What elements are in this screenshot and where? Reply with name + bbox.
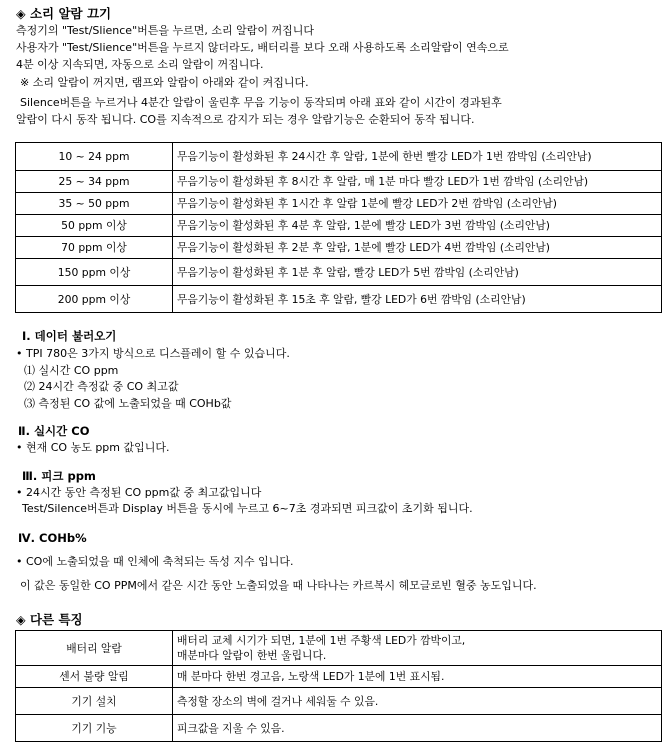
table-row — [16, 171, 662, 193]
table-row — [16, 631, 662, 666]
table-row — [16, 237, 662, 259]
ppm-range-cell: 10 ~ 24 ppm — [16, 143, 173, 171]
heading-data-load: Ⅰ. 데이터 불러오기 — [22, 329, 117, 343]
table-row — [16, 666, 662, 688]
ppm-range-cell: 200 ppm 이상 — [16, 286, 173, 313]
feature-name-cell: 센서 불량 알림 — [16, 666, 173, 688]
feature-desc-cell: 매 분마다 한번 경고음, 노랑색 LED가 1분에 1번 표시됨. — [173, 666, 662, 688]
feature-desc-cell: 측정할 장소의 벽에 걸거나 세워둘 수 있음. — [173, 688, 662, 715]
ppm-range-cell: 50 ppm 이상 — [16, 215, 173, 237]
text-line: 측정기의 "Test/Slience"버튼을 누르면, 소리 알람이 꺼집니다 — [16, 24, 315, 37]
heading-peak: Ⅲ. 피크 ppm — [22, 469, 96, 483]
table-row — [16, 286, 662, 313]
heading-realtime: Ⅱ. 실시간 CO — [18, 424, 90, 438]
text-line: • 24시간 동안 측정된 CO ppm값 중 최고값입니다 — [16, 486, 262, 499]
text-line: Silence버튼을 누르거나 4분간 알람이 울린후 무음 기능이 동작되며 아래 표와 같이 시간이 경과된후 — [20, 96, 502, 109]
table-row — [16, 688, 662, 715]
table-row — [16, 143, 662, 171]
note-line: ※ 소리 알람이 꺼지면, 램프와 알람이 아래와 같이 켜집니다. — [20, 76, 309, 89]
text-line: 사용자가 "Test/Slience"버튼을 누르지 않더라도, 배터리를 보다 오래 사용하도록 소리알람이 연속으로 — [16, 41, 509, 54]
list-item: ⑴ 실시간 CO ppm — [24, 364, 119, 377]
ppm-range-cell: 150 ppm 이상 — [16, 259, 173, 286]
alarm-desc-cell: 무음기능이 활성화된 후 8시간 후 알람, 매 1분 마다 빨강 LED가 1번 깜박임 (소리안남) — [173, 171, 662, 193]
table-row — [16, 215, 662, 237]
text-line: • CO에 노출되었을 때 인체에 축척되는 독성 지수 입니다. — [16, 555, 294, 568]
alarm-desc-cell: 무음기능이 활성화된 후 15초 후 알람, 빨강 LED가 6번 깜박임 (소리안남) — [173, 286, 662, 313]
ppm-range-cell: 70 ppm 이상 — [16, 237, 173, 259]
section-title-alarm-off: ◈ 소리 알람 끄기 — [16, 6, 112, 21]
alarm-desc-cell: 무음기능이 활성화된 후 1시간 후 알람 1분에 빨강 LED가 2번 깜박임 (소리안남) — [173, 193, 662, 215]
text-line: • TPI 780은 3가지 방식으로 디스플레이 할 수 있습니다. — [16, 347, 290, 360]
alarm-desc-cell: 무음기능이 활성화된 후 24시간 후 알람, 1분에 한번 빨강 LED가 1번 깜박임 (소리안남) — [173, 143, 662, 171]
alarm-desc-cell: 무음기능이 활성화된 후 2분 후 알람, 1분에 빨강 LED가 4번 깜박임 (소리안남) — [173, 237, 662, 259]
text-line: 4분 이상 지속되면, 자동으로 소리 알람이 꺼집니다. — [16, 58, 264, 71]
heading-cohb: Ⅳ. COHb% — [18, 531, 87, 545]
alarm-table — [15, 142, 662, 313]
feature-name-cell: 기기 기능 — [16, 715, 173, 742]
list-item: ⑵ 24시간 측정값 중 CO 최고값 — [24, 380, 179, 393]
alarm-desc-cell: 무음기능이 활성화된 후 4분 후 알람, 1분에 빨강 LED가 3번 깜박임 (소리안남) — [173, 215, 662, 237]
alarm-desc-cell: 무음기능이 활성화된 후 1분 후 알람, 빨강 LED가 5번 깜박임 (소리안남) — [173, 259, 662, 286]
feature-desc-line: 배터리 교체 시기가 되면, 1분에 1번 주황색 LED가 깜박이고, 매분마다 알람이 한번 울립니다. — [177, 634, 466, 662]
table-row — [16, 259, 662, 286]
text-line: • 현재 CO 농도 ppm 값입니다. — [16, 441, 170, 454]
ppm-range-cell: 35 ~ 50 ppm — [16, 193, 173, 215]
feature-name-cell: 기기 설치 — [16, 688, 173, 715]
text-line: 이 값은 동일한 CO PPM에서 같은 시간 동안 노출되었을 때 나타나는 카르복시 헤모글로빈 혈중 농도입니다. — [20, 579, 537, 592]
ppm-range-cell: 25 ~ 34 ppm — [16, 171, 173, 193]
text-line: Test/Silence버튼과 Display 버튼을 동시에 누르고 6~7초 경과되면 피크값이 초기화 됩니다. — [22, 502, 473, 515]
feature-desc-cell — [173, 631, 662, 666]
feature-desc-cell: 피크값을 지울 수 있음. — [173, 715, 662, 742]
table-row — [16, 715, 662, 742]
section-title-features: ◈ 다른 특징 — [16, 612, 83, 627]
feature-name-cell: 배터리 알람 — [16, 631, 173, 666]
features-table — [15, 630, 662, 742]
list-item: ⑶ 측정된 CO 값에 노출되었을 때 COHb값 — [24, 397, 232, 410]
table-row — [16, 193, 662, 215]
text-line: 알람이 다시 동작 됩니다. CO를 지속적으로 감지가 되는 경우 알람기능은 순환되어 동작 됩니다. — [16, 113, 475, 126]
